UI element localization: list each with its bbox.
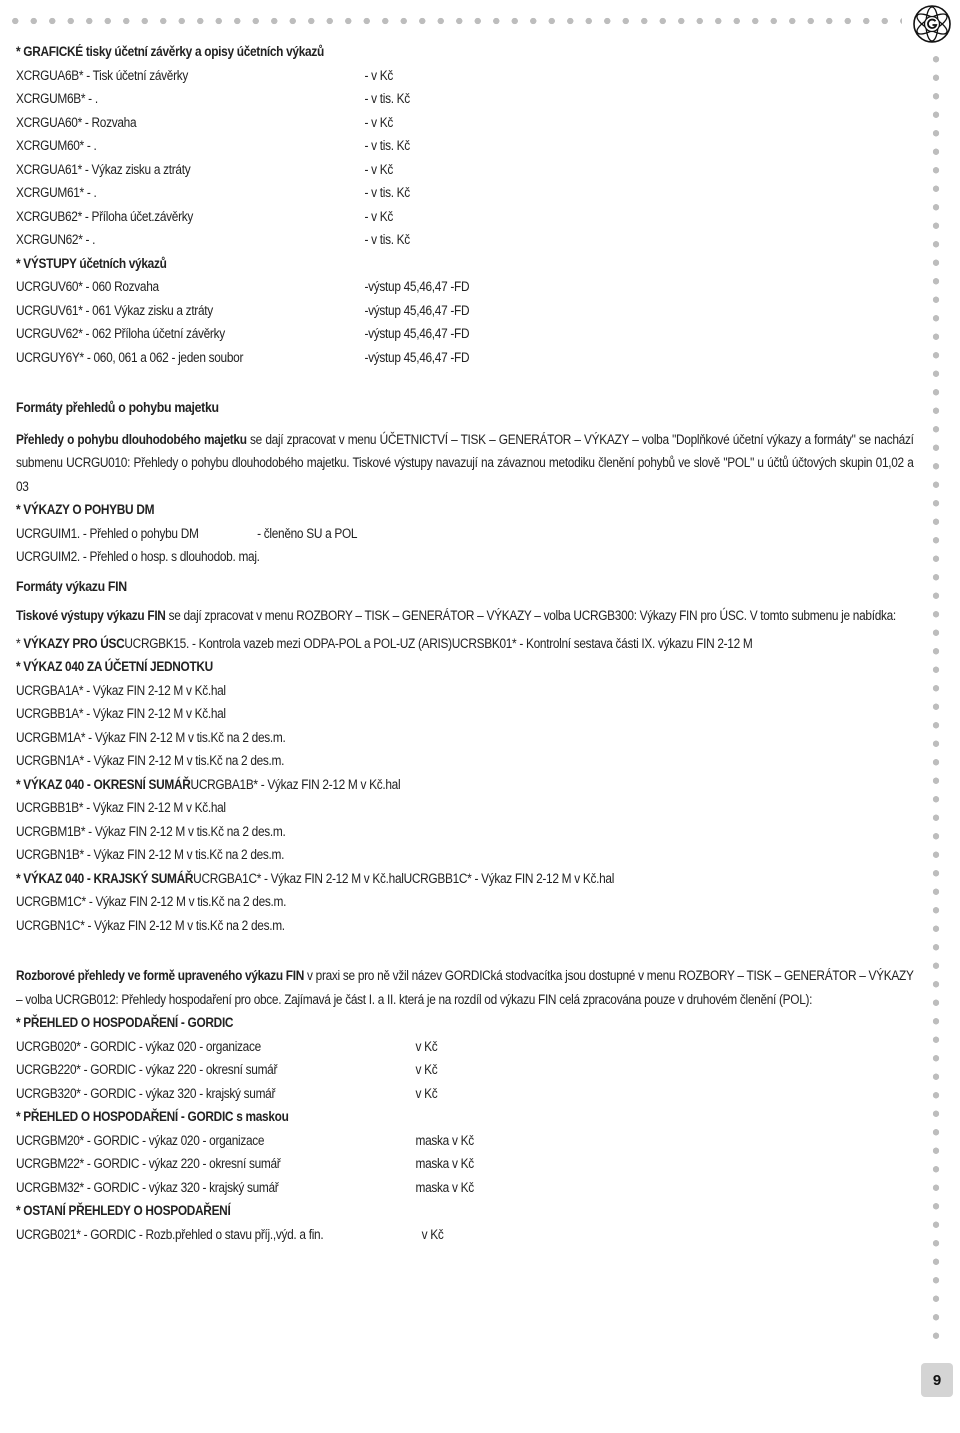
- item-code: UCRGB320* - GORDIC - výkaz 320 - krajský sumář: [16, 1085, 276, 1101]
- majetek-paragraph: [16, 428, 914, 499]
- list-item: [16, 843, 914, 867]
- fin-kraj-line: [16, 867, 914, 891]
- fin-para-text: se dají zpracovat v menu ROZBORY – TISK – GENERÁTOR – VÝKAZY – volba UCRGB300: Výkazy FIN pro ÚSC. V tomto submenu je nabídka:: [165, 608, 896, 623]
- item-value: maska v Kč: [415, 1156, 474, 1171]
- list-item: [16, 299, 914, 323]
- list-item: [16, 64, 914, 88]
- item-value: - v tis. Kč: [364, 185, 410, 200]
- item-value: -výstup 45,46,47 -FD: [364, 326, 470, 341]
- list-item: [16, 181, 914, 205]
- majetek-row1-note: - členěno SU a POL: [257, 525, 358, 541]
- list-item: [16, 726, 914, 750]
- list-item: [16, 1223, 914, 1247]
- fin-kontrola-line: [16, 632, 914, 656]
- vystupy-header: * VÝSTUPY účetních výkazů: [16, 255, 167, 271]
- fin-kontrola-bold: VÝKAZY PRO ÚSC: [23, 635, 125, 651]
- list-item: [16, 275, 914, 299]
- vystupy-list: [16, 275, 914, 369]
- item-value: v Kč: [415, 1038, 438, 1054]
- item-value: -výstup 45,46,47 -FD: [364, 302, 470, 318]
- fin-okres-bold: * VÝKAZ 040 - OKRESNÍ SUMÁŘ: [16, 776, 191, 792]
- item-text: UCRGBB1A* - Výkaz FIN 2-12 M v Kč.hal: [16, 706, 226, 721]
- page-number: 9: [921, 1363, 953, 1397]
- item-code: XCRGUM6B* - .: [16, 91, 98, 106]
- list-item: [16, 111, 914, 135]
- list-item: [16, 346, 914, 370]
- item-value: maska v Kč: [415, 1179, 474, 1195]
- list-item: [16, 796, 914, 820]
- fin-header-040: * VÝKAZ 040 ZA ÚČETNÍ JEDNOTKU: [16, 659, 213, 674]
- fin-kraj-list: [16, 890, 914, 937]
- fin-para-bold: Tiskové výstupy výkazu FIN: [16, 608, 166, 623]
- list-item: [16, 1129, 914, 1153]
- item-code: XCRGUA60* - Rozvaha: [16, 114, 137, 130]
- document-body: [16, 40, 914, 1246]
- item-code: UCRGUY6Y* - 060, 061 a 062 - jeden soubor: [16, 349, 244, 365]
- item-code: XCRGUN62* - .: [16, 232, 96, 247]
- top-dot-border: [6, 16, 902, 26]
- rozbor-header2: * PŘEHLED O HOSPODAŘENÍ - GORDIC s maskou: [16, 1109, 289, 1124]
- item-text: UCRGBN1A* - Výkaz FIN 2-12 M v tis.Kč na 2 des.m.: [16, 753, 285, 768]
- item-code: UCRGBM20* - GORDIC - výkaz 020 - organizace: [16, 1132, 265, 1148]
- majetek-para-text: se dají zpracovat v menu ÚČETNICTVÍ – TISK – GENERÁTOR – VÝKAZY – volba "Doplňkové účetní výkazy a formáty" se nachází submenu UCRGU010: Přehledy o pohybu dlouhodobého majetku. Tiskové výstupy navazují na závaznou metodiku členění pohybů ve slově "POL" u účtů účtových skupin 01,02 a 03: [16, 431, 914, 494]
- rozbor-row3-code: UCRGB021* - GORDIC - Rozb.přehled o stavu příj.,výd. a fin.: [16, 1226, 324, 1242]
- item-value: v Kč: [415, 1085, 438, 1101]
- majetek-title: Formáty přehledů o pohybu majetku: [16, 399, 219, 415]
- rozbor-list2: [16, 1129, 914, 1200]
- right-dot-border: [930, 50, 942, 1342]
- majetek-para-bold: Přehledy o pohybu dlouhodobého majetku: [16, 431, 247, 447]
- item-code: XCRGUA61* - Výkaz zisku a ztráty: [16, 161, 191, 177]
- list-item: [16, 702, 914, 726]
- fin-kontrola-text: UCRGBK15. - Kontrola vazeb mezi ODPA-POL a POL-UZ (ARIS)UCRSBK01* - Kontrolní sestava části IX. výkazu FIN 2-12 M: [124, 635, 753, 651]
- item-code: UCRGUV62* - 062 Příloha účetní závěrky: [16, 326, 225, 341]
- item-value: - v Kč: [364, 67, 393, 83]
- item-code: UCRGB020* - GORDIC - výkaz 020 - organizace: [16, 1038, 261, 1054]
- majetek-header: * VÝKAZY O POHYBU DM: [16, 502, 155, 517]
- item-code: XCRGUM61* - .: [16, 185, 97, 200]
- fin-paragraph: [16, 604, 914, 628]
- list-item: [16, 749, 914, 773]
- item-code: XCRGUA6B* - Tisk účetní závěrky: [16, 67, 189, 83]
- item-code: UCRGUV61* - 061 Výkaz zisku a ztráty: [16, 302, 213, 318]
- item-value: - v Kč: [364, 208, 393, 224]
- item-value: - v Kč: [364, 161, 393, 177]
- list-item: [16, 1152, 914, 1176]
- item-text: UCRGBA1A* - Výkaz FIN 2-12 M v Kč.hal: [16, 682, 226, 698]
- list-item: [16, 1082, 914, 1106]
- fin-okres-list: [16, 796, 914, 867]
- item-code: XCRGUB62* - Příloha účet.závěrky: [16, 208, 194, 224]
- list-item: [16, 322, 914, 346]
- item-code: UCRGBM32* - GORDIC - výkaz 320 - krajský sumář: [16, 1179, 279, 1195]
- list-item: [16, 1035, 914, 1059]
- grafic-list: [16, 64, 914, 252]
- item-value: - v tis. Kč: [364, 232, 410, 247]
- majetek-row2: UCRGUIM2. - Přehled o hosp. s dlouhodob. maj.: [16, 549, 260, 564]
- list-item: [16, 205, 914, 229]
- item-value: maska v Kč: [415, 1132, 474, 1148]
- list-item: [16, 914, 914, 938]
- list-item: [16, 87, 914, 111]
- list-item: [16, 820, 914, 844]
- list-item: [16, 158, 914, 182]
- item-text: UCRGBN1C* - Výkaz FIN 2-12 M v tis.Kč na 2 des.m.: [16, 917, 285, 933]
- item-code: XCRGUM60* - .: [16, 138, 97, 153]
- item-value: - v tis. Kč: [364, 91, 410, 106]
- item-code: UCRGBM22* - GORDIC - výkaz 220 - okresní sumář: [16, 1156, 281, 1171]
- fin-okres-text: UCRGBA1B* - Výkaz FIN 2-12 M v Kč.hal: [190, 776, 401, 792]
- item-text: UCRGBM1B* - Výkaz FIN 2-12 M v tis.Kč na 2 des.m.: [16, 823, 286, 839]
- rozbor-para-bold: Rozborové přehledy ve formě upraveného výkazu FIN: [16, 968, 305, 983]
- list-item: [16, 679, 914, 703]
- item-value: - v tis. Kč: [364, 138, 410, 153]
- rozbor-paragraph: [16, 964, 914, 1011]
- item-code: UCRGUV60* - 060 Rozvaha: [16, 279, 159, 294]
- item-code: UCRGB220* - GORDIC - výkaz 220 - okresní sumář: [16, 1062, 278, 1077]
- item-value: -výstup 45,46,47 -FD: [364, 279, 470, 294]
- item-value: -výstup 45,46,47 -FD: [364, 349, 470, 365]
- fin-kontrola-prefix: *: [16, 635, 24, 651]
- majetek-row1-code: UCRGUIM1. - Přehled o pohybu DM: [16, 525, 199, 541]
- rozbor-header1: * PŘEHLED O HOSPODAŘENÍ - GORDIC: [16, 1015, 234, 1030]
- fin-okres-line: [16, 773, 914, 797]
- rozbor-row3-unit: v Kč: [421, 1226, 444, 1242]
- fin-kraj-text: UCRGBA1C* - Výkaz FIN 2-12 M v Kč.halUCRGBB1C* - Výkaz FIN 2-12 M v Kč.hal: [193, 870, 615, 886]
- item-text: UCRGBM1C* - Výkaz FIN 2-12 M v tis.Kč na 2 des.m.: [16, 894, 287, 909]
- fin-040-list: [16, 679, 914, 773]
- fin-kraj-bold: * VÝKAZ 040 - KRAJSKÝ SUMÁŘ: [16, 870, 194, 886]
- fin-title: Formáty výkazu FIN: [16, 577, 127, 594]
- list-item: [16, 228, 914, 252]
- grafic-header: * GRAFICKÉ tisky účetní závěrky a opisy účetních výkazů: [16, 44, 324, 59]
- item-text: UCRGBN1B* - Výkaz FIN 2-12 M v tis.Kč na 2 des.m.: [16, 847, 285, 862]
- item-value: v Kč: [415, 1062, 438, 1077]
- rozbor-list1: [16, 1035, 914, 1106]
- list-item: [16, 522, 914, 546]
- rozbor-header3: * OSTANÍ PŘEHLEDY O HOSPODAŘENÍ: [16, 1203, 231, 1218]
- item-value: - v Kč: [364, 114, 393, 130]
- item-text: UCRGBB1B* - Výkaz FIN 2-12 M v Kč.hal: [16, 800, 226, 815]
- rozbor-para-text: v praxi se pro ně vžil název GORDICká stodvacítka jsou dostupné v menu ROZBORY – TISK – GENERÁTOR – VÝKAZY – volba UCRGB012: Přehledy hospodaření pro obce. Zajímavá je část I. a II. která je na rozdíl od výkazu FIN celá zpracována pouze v druhovém členění (POL):: [16, 968, 914, 1007]
- list-item: [16, 1176, 914, 1200]
- list-item: [16, 1058, 914, 1082]
- list-item: [16, 890, 914, 914]
- item-text: UCRGBM1A* - Výkaz FIN 2-12 M v tis.Kč na 2 des.m.: [16, 729, 286, 745]
- list-item: [16, 545, 914, 569]
- gordic-logo-icon: [912, 4, 952, 44]
- list-item: [16, 134, 914, 158]
